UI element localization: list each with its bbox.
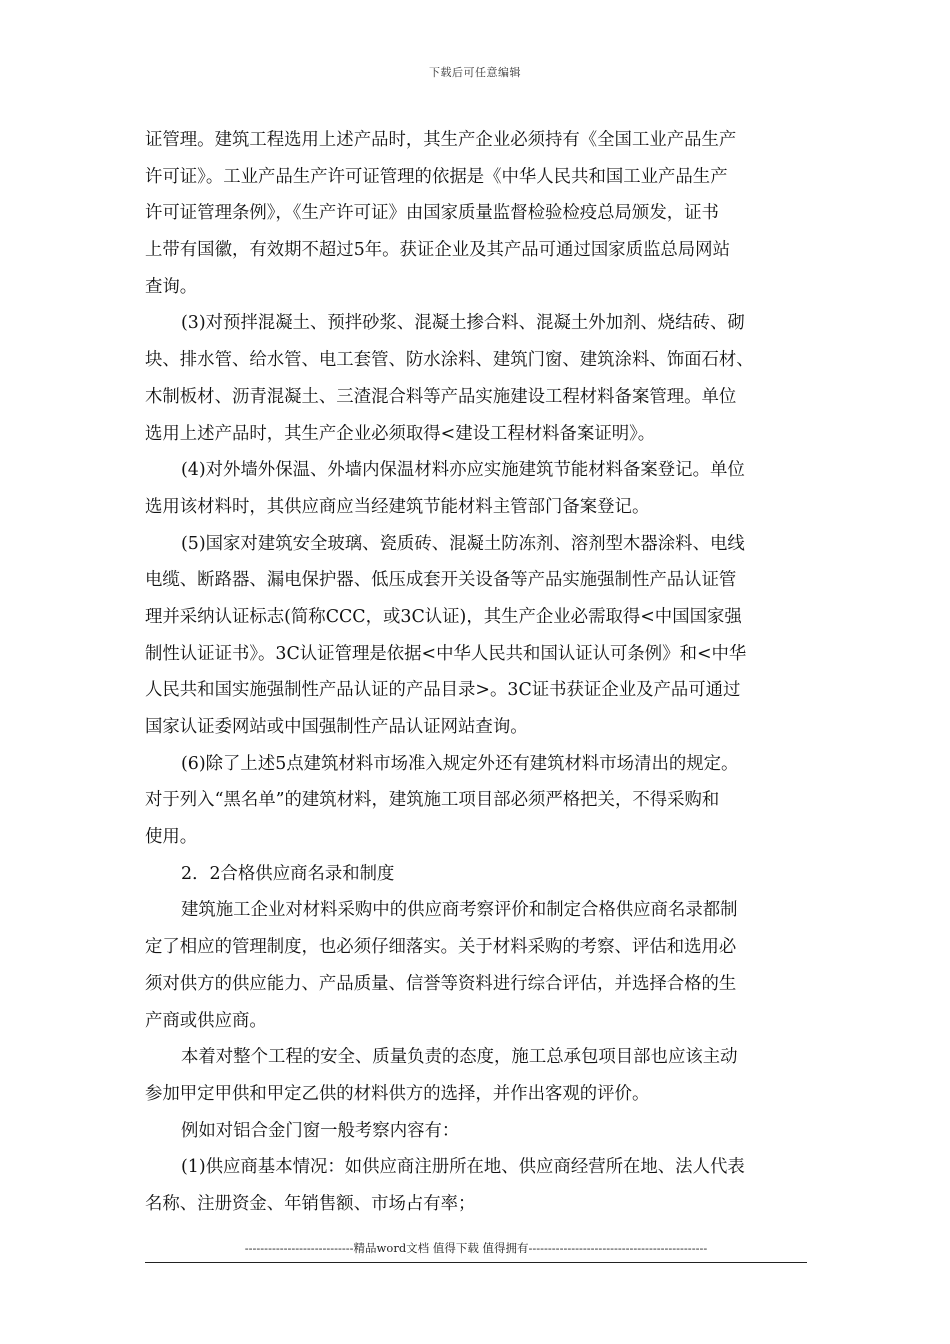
page-header: 下载后可任意编辑 xyxy=(429,66,521,79)
text-line: (6)除了上述5点建筑材料市场准入规定外还有建筑材料市场清出的规定。 xyxy=(181,753,739,774)
text-line: 上带有国徽，有效期不超过5年。获证企业及其产品可通过国家质监总局网站 xyxy=(145,240,730,261)
text-line: 选用上述产品时，其生产企业必须取得<建设工程材料备案证明》。 xyxy=(145,423,656,444)
text-line: (3)对预拌混凝土、预拌砂浆、混凝土掺合料、混凝土外加剂、烧结砖、砌 xyxy=(181,313,745,334)
text-line: 制性认证证书》。3C认证管理是依据<中华人民共和国认证认可条例》和<中华 xyxy=(145,643,747,664)
text-line: (4)对外墙外保温、外墙内保温材料亦应实施建筑节能材料备案登记。单位 xyxy=(181,460,745,481)
text-line: 名称、注册资金、年销售额、市场占有率； xyxy=(145,1193,476,1214)
text-line: 许可证》。工业产品生产许可证管理的依据是《中华人民共和国工业产品生产 xyxy=(145,166,728,187)
text-line: (1)供应商基本情况：如供应商注册所在地、供应商经营所在地、法人代表 xyxy=(181,1157,745,1178)
text-line: 参加甲定甲供和甲定乙供的材料供方的选择，并作出客观的评价。 xyxy=(145,1083,650,1104)
text-line: 证管理。建筑工程选用上述产品时，其生产企业必须持有《全国工业产品生产 xyxy=(145,130,737,150)
text-line: 产商或供应商。 xyxy=(145,1010,267,1031)
text-line: 使用。 xyxy=(145,827,198,848)
page-footer: ----------------------------精品word文档 值得下载 值得拥有---------------------------------------------- xyxy=(244,1241,708,1255)
text-line: 例如对铝合金门窗一般考察内容有： xyxy=(181,1120,460,1141)
text-line: 对于列入“黑名单”的建筑材料，建筑施工项目部必须严格把关，不得采购和 xyxy=(145,790,720,811)
text-line: 选用该材料时，其供应商应当经建筑节能材料主管部门备案登记。 xyxy=(145,496,650,517)
text-line: 木制板材、沥青混凝土、三渣混合料等产品实施建设工程材料备案管理。单位 xyxy=(145,386,737,407)
text-line: 块、排水管、给水管、电工套管、防水涂料、建筑门窗、建筑涂料、饰面石材、 xyxy=(145,350,754,371)
footer-divider xyxy=(145,1262,807,1263)
text-line: 须对供方的供应能力、产品质量、信誉等资料进行综合评估，并选择合格的生 xyxy=(145,973,737,994)
text-line: 电缆、断路器、漏电保护器、低压成套开关设备等产品实施强制性产品认证管 xyxy=(145,570,737,591)
text-line: 建筑施工企业对材料采购中的供应商考察评价和制定合格供应商名录都制 xyxy=(181,900,738,921)
text-line: 查询。 xyxy=(145,276,198,297)
text-line: 本着对整个工程的安全、质量负责的态度，施工总承包项目部也应该主动 xyxy=(181,1047,738,1068)
document-body xyxy=(145,122,807,1223)
text-line: 许可证管理条例》，《生产许可证》由国家质量监督检验检疫总局颁发，证书 xyxy=(145,203,719,224)
text-line: 理并采纳认证标志(简称CCC，或3C认证)，其生产企业必需取得<中国国家强 xyxy=(145,606,742,627)
text-line: (5)国家对建筑安全玻璃、瓷质砖、混凝土防冻剂、溶剂型木器涂料、电线 xyxy=(181,533,745,554)
section-heading: 2．2合格供应商名录和制度 xyxy=(181,863,395,884)
text-line: 人民共和国实施强制性产品认证的产品目录>。3C证书获证企业及产品可通过 xyxy=(145,680,741,701)
text-line: 定了相应的管理制度，也必须仔细落实。关于材料采购的考察、评估和选用必 xyxy=(145,937,737,958)
text-line: 国家认证委网站或中国强制性产品认证网站查询。 xyxy=(145,717,528,737)
